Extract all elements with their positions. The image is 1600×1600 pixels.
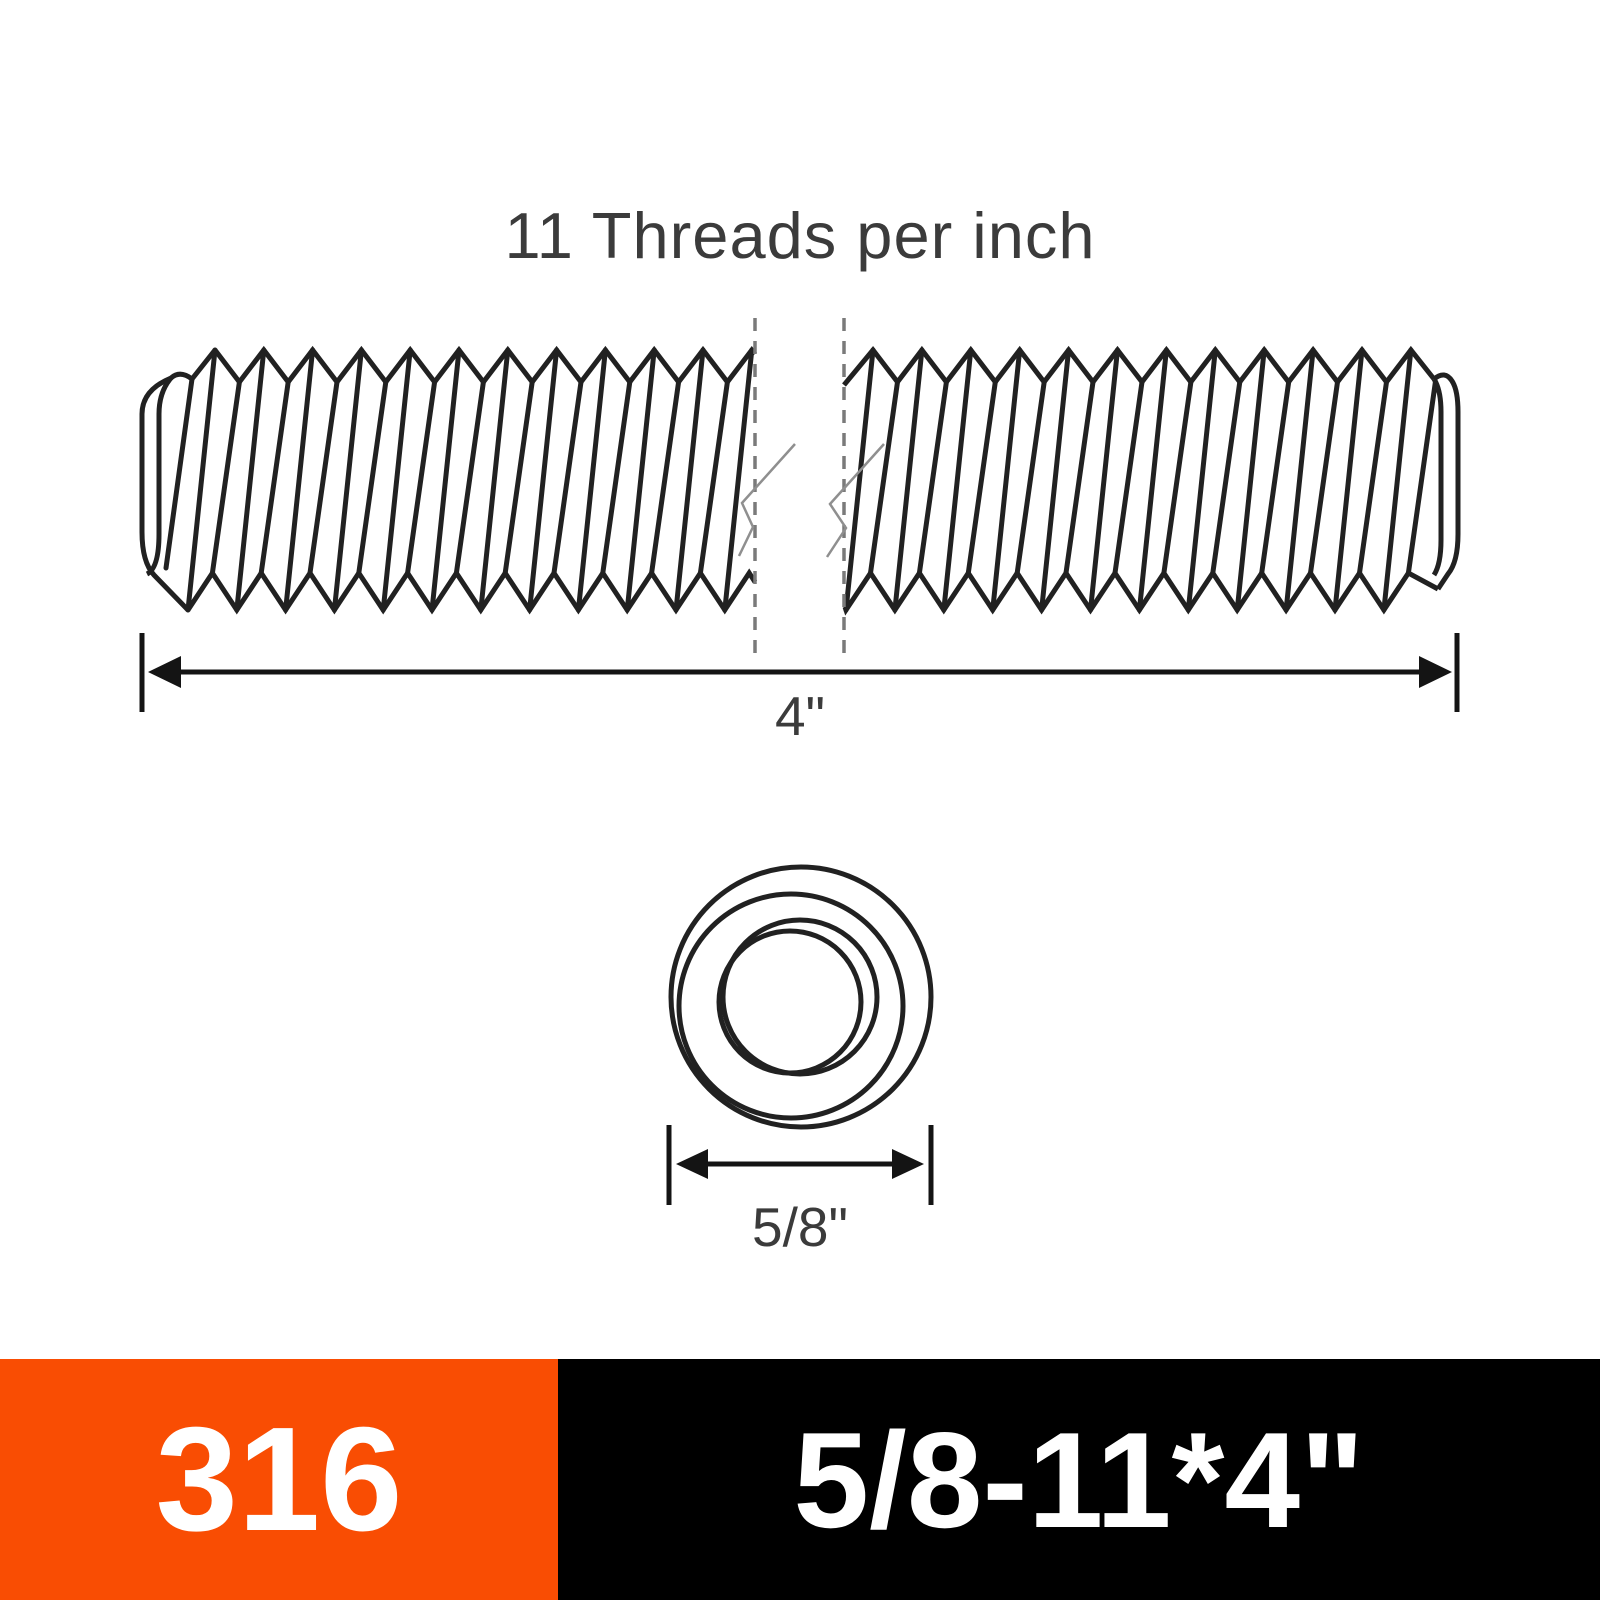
rod-right-end-cap-inner bbox=[1434, 379, 1441, 575]
rod-right-top-profile bbox=[844, 350, 1434, 385]
end-view-inner-thread-circle bbox=[719, 931, 861, 1073]
diameter-dimension-label: 5/8" bbox=[752, 1196, 848, 1258]
diameter-arrowhead-left bbox=[676, 1149, 708, 1179]
diagram-title: 11 Threads per inch bbox=[504, 199, 1096, 272]
end-view-outer-circle bbox=[671, 867, 931, 1127]
diameter-dimension bbox=[669, 1125, 931, 1258]
spec-banner bbox=[0, 1359, 1600, 1600]
rod-left-end-partial-thread bbox=[166, 379, 192, 568]
size-spec-badge: 5/8-11*4" bbox=[558, 1359, 1600, 1600]
rod-left-thread-lines bbox=[188, 350, 752, 610]
material-grade-badge: 316 bbox=[0, 1359, 558, 1600]
break-zigzag-left bbox=[739, 444, 795, 556]
diameter-arrowhead-right bbox=[892, 1149, 924, 1179]
length-dimension bbox=[142, 633, 1457, 747]
length-dimension-label: 4" bbox=[774, 685, 826, 747]
rod-end-view bbox=[671, 867, 931, 1127]
length-arrowhead-left bbox=[148, 656, 181, 688]
break-indication bbox=[739, 318, 884, 658]
rod-left-segment bbox=[142, 350, 755, 610]
end-view-middle-circle bbox=[679, 894, 903, 1118]
rod-right-thread-lines bbox=[846, 350, 1435, 610]
rod-left-top-profile bbox=[215, 350, 755, 382]
rod-right-segment bbox=[844, 350, 1458, 610]
rod-left-bottom-profile bbox=[188, 573, 755, 610]
length-arrowhead-right bbox=[1419, 656, 1452, 688]
